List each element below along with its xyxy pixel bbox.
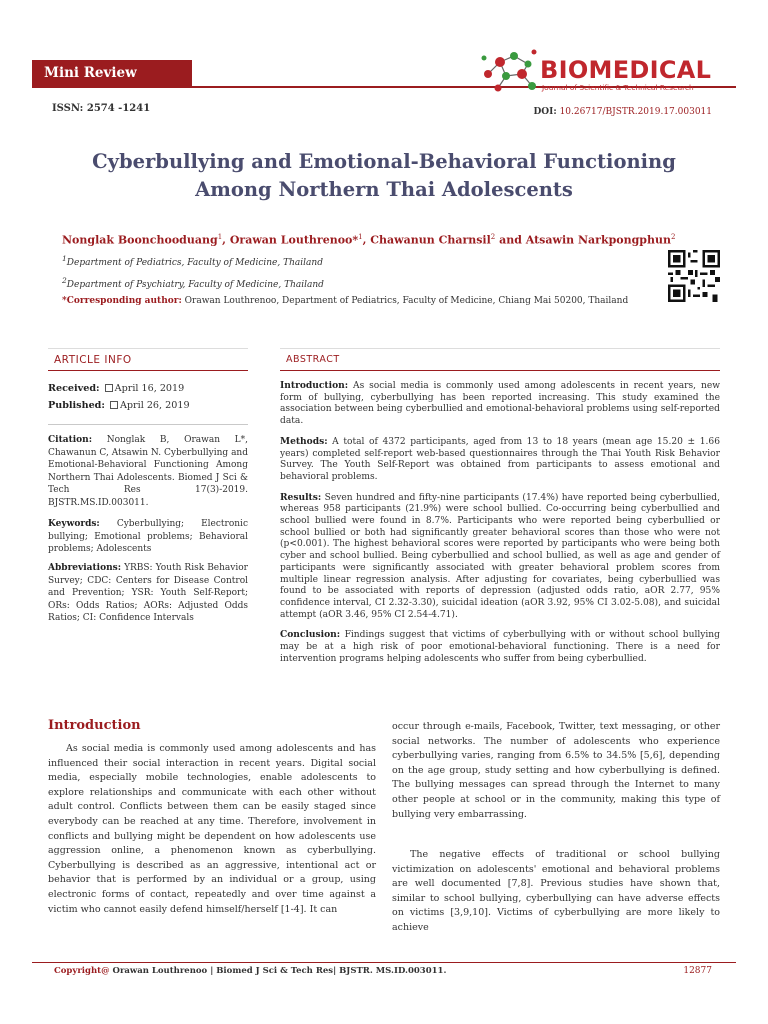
abstract-rule [280, 370, 720, 371]
abstract-results-text: Seven hundred and fifty-nine participants (17.4%) have reported being cyberbullied, whereas 958 participants (21.9%) were school bullied. Co-occurring being cyberbullied and school bullied were found in 8.7%. Participants who were reported being cyberbullied or school bullied or both had significantly greater behavioral scores than those who were not (p<0.001). The highest behavioral scores were reported by participants who were being both cyber and school bullied. Being cyberbullied and school bullied, as well as age and gender of participants were significantly associated with greater behavioral problem scores from multiple linear regression analysis. After adjusting for covariates, being cyberbullied was found to be associated with reports of depression (adjusted odds ratio, aOR 2.77, 95% confidence interval, CI 2.32-3.30), suicidal ideation (aOR 3.92, 95% CI 3.02-5.08), and suicidal attempt (aOR 3.46, 95% CI 2.54-4.71). [280, 492, 720, 620]
abbreviations-label: Abbreviations: [48, 563, 122, 573]
abstract-results [280, 492, 720, 622]
calendar-icon [110, 401, 118, 409]
abstract-introduction [280, 380, 720, 428]
issn: ISSN: 2574 -1241 [52, 103, 151, 114]
abstract-top-rule [280, 348, 720, 349]
calendar-icon [105, 384, 113, 392]
abstract-methods-text: A total of 4372 participants, aged from 13 to 18 years (mean age 15.20 ± 1.66 years) completed self-report web-based questionnaires through the Thai Youth Risk Behavior Survey. The Youth Self-Report was obtained from participants to assess emotional and behavioral problems. [280, 436, 720, 482]
doi [534, 107, 713, 117]
article-info-top-rule [48, 348, 248, 349]
author-name: Nonglak Boonchooduang [62, 233, 218, 247]
abstract-heading: ABSTRACT [286, 354, 340, 365]
citation-label: Citation: [48, 435, 93, 445]
author-list [62, 233, 675, 247]
citation-block [48, 434, 248, 510]
received-date: April 16, 2019 [114, 383, 185, 394]
abstract-methods-label: Methods: [280, 435, 328, 447]
introduction-right-paragraph-2: The negative effects of traditional or school bullying victimization on adolescents' emotional and behavioral problems are well documented [7,8]. Previous studies have shown that, similar to school bullying, cyberbullying can have adverse effects on victims [3,9,10]. Victims of cyberbullying are more likely to achieve [392, 849, 720, 933]
abstract-introduction-label: Introduction: [280, 380, 349, 391]
article-type-badge: Mini Review [32, 60, 192, 86]
published-label: Published: [48, 400, 105, 411]
author-separator: and [495, 233, 526, 247]
affiliation-1 [62, 254, 323, 268]
abbreviations-block [48, 562, 248, 625]
abbreviations-text: YRBS: Youth Risk Behavior Survey; CDC: Centers for Disease Control and Prevention; YSR: Youth Self-Report; ORs: Odds Ratios; AORs: Adjusted Odds Ratios; CI: Confidence Intervals [48, 563, 248, 624]
affiliation-mark: 1 [62, 254, 67, 263]
footer-copyright [54, 966, 446, 976]
abstract-conclusion-label: Conclusion: [280, 629, 341, 641]
affiliation-2 [62, 276, 324, 290]
received-row [48, 380, 248, 397]
author-affiliation-mark: 2 [490, 233, 496, 241]
abstract-results-label: Results: [280, 491, 322, 503]
introduction-right-paragraph-1: occur through e-mails, Facebook, Twitter, text messaging, or other social networks. The number of adolescents who experience cyberbullying varies, ranging from 6.5% to 34.5% [5,6], depending on the age group, study setting and how cyberbullying is defined. The bullying messages can spread through the Internet to many other people at school or in the community, making this type of bullying very embarrassing. [392, 721, 720, 820]
affiliation-text: Department of Pediatrics, Faculty of Medicine, Thailand [66, 258, 323, 268]
published-date: April 26, 2019 [119, 400, 190, 411]
introduction-heading: Introduction [48, 718, 141, 733]
received-label: Received: [48, 383, 100, 394]
author-affiliation-mark: 1 [217, 233, 223, 241]
paper-title [40, 148, 728, 204]
affiliation-mark: 2 [62, 276, 67, 285]
journal-logo-name: BIOMEDICAL [540, 56, 712, 84]
abstract-conclusion-text: Findings suggest that victims of cyberbullying with or without school bullying may be at a high risk of poor emotional-behavioral functioning. There is a need for intervention programs helping adolescents who suffer from being cyberbullied. [280, 630, 720, 664]
keywords-block [48, 518, 248, 556]
doi-link[interactable]: 10.26717/BJSTR.2019.17.003011 [559, 107, 712, 117]
author-affiliation-mark: 1 [358, 233, 363, 241]
title-line-1: Cyberbullying and Emotional-Behavioral Functioning [92, 150, 676, 173]
article-info-heading: ARTICLE INFO [54, 354, 132, 366]
page-number: 12877 [683, 966, 712, 976]
author-separator: , [222, 233, 230, 247]
molecule-logo-icon [478, 44, 540, 94]
author-name: Chawanun Charnsil [370, 233, 491, 247]
abstract-methods [280, 436, 720, 484]
footer-rule [32, 962, 736, 963]
abstract-introduction-text: As social media is commonly used among adolescents in recent years, new form of bullying, cyberbullying has been reported increasing. This study examined the association between being cyberbullied and emotional-behavioral problems using self-reported data. [280, 381, 720, 427]
corresponding-author [62, 296, 628, 306]
article-dates [48, 380, 248, 414]
author-name: Orawan Louthrenoo* [229, 233, 359, 247]
keywords-text: Cyberbullying; Electronic bullying; Emotional problems; Behavioral problems; Adolescents [48, 519, 248, 555]
author-name: Atsawin Narkpongphun [525, 233, 671, 247]
journal-logo-tagline: Journal of Scientific & Technical Research [542, 83, 694, 92]
citation-text: Nonglak B, Orawan L*, Chawanun C, Atsawin N. Cyberbullying and Emotional-Behavioral Functioning Among Northern Thai Adolescents. Biomed J Sci & Tech Res 17(3)-2019. BJSTR.MS.ID.003011. [48, 435, 248, 508]
introduction-left-paragraph: As social media is commonly used among adolescents and has influenced their social interaction in recent years. Digital social media, especially mobile technologies, enable adolescents to explore relationships and communicate with each other without adult control. Conflicts between them can be easily staged since everybody can be reached at any time. Therefore, involvement in conflicts and bullying might be dependent on how adolescents use aggression online, a phenomenon known as cyberbullying. Cyberbullying is described as an aggressive, intentional act or behavior that is performed by an individual or a group, using electronic forms of contact, repeatedly and over time against a victim who cannot easily defend himself/herself [1-4]. It can [48, 743, 376, 915]
corresponding-text: Orawan Louthrenoo, Department of Pediatrics, Faculty of Medicine, Chiang Mai 50200, Thailand [181, 296, 629, 306]
copyright-label: Copyright@ [54, 966, 110, 976]
keywords-label: Keywords: [48, 519, 100, 529]
abstract-conclusion [280, 629, 720, 665]
corresponding-label: *Corresponding author: [62, 296, 182, 306]
affiliation-text: Department of Psychiatry, Faculty of Medicine, Thailand [66, 280, 324, 290]
title-line-2: Among Northern Thai Adolescents [195, 178, 573, 201]
dates-divider [48, 424, 248, 425]
published-row [48, 397, 248, 414]
copyright-text: Orawan Louthrenoo | Biomed J Sci & Tech Res| BJSTR. MS.ID.003011. [109, 966, 447, 976]
doi-label: DOI: [533, 107, 557, 117]
author-affiliation-mark: 2 [670, 233, 676, 241]
qr-code-icon[interactable] [668, 250, 720, 302]
author-separator: , [362, 233, 371, 247]
article-info-rule [48, 370, 248, 371]
abstract-body [280, 380, 720, 673]
